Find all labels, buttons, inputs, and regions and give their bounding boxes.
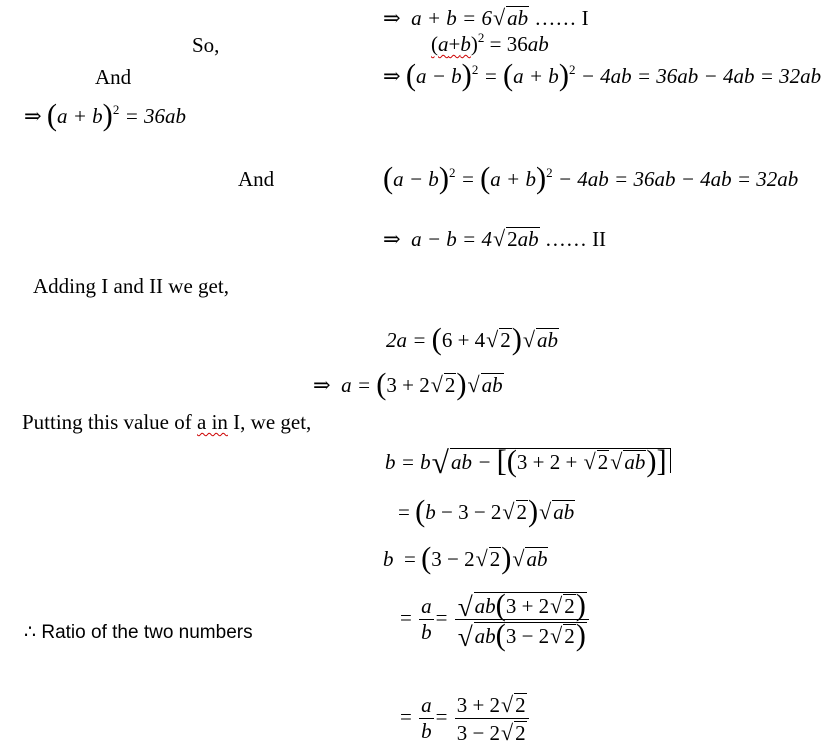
equation-9: = $\frac{a}{b}$ = $\frac{3 + 2√2}{3 - 2√2}$ <box>400 693 531 744</box>
ratio-label: ∴ Ratio of the two numbers <box>24 622 253 643</box>
so-label: So, <box>192 33 220 57</box>
equation-5: b = b√ab − [(3 + 2 + √2√ab)] <box>385 448 671 473</box>
so-equation: $(a+b)^2 = 36ab$ <box>431 30 549 56</box>
equation-6: = (b − 3 − 2√2)√ab <box>398 494 575 528</box>
roman-label-II: II <box>592 227 607 251</box>
adding-text: Adding I and II we get, <box>33 274 229 298</box>
roman-label-I: I <box>581 6 589 30</box>
equation-1: ⇒ a + b = 6√ab …… I <box>383 5 589 30</box>
equation-4: ⇒ a = (3 + 2√2)√ab <box>313 367 503 401</box>
left-equation: ⇒ $(a + b)^2 = 36ab$ <box>24 98 186 132</box>
equation-8: = $\frac{a}{b}$ = $\frac{√ab(3 + 2√2)}{√ab(3 - 2√2)}$ <box>400 592 591 647</box>
and-label-1: And <box>95 65 132 89</box>
equation-7: b = (3 − 2√2)√ab <box>383 541 548 575</box>
equation-3: 2a = (6 + 4√2)√ab <box>386 322 559 356</box>
and-equation-2: $(a - b)^2 = (a + b)^2 - 4ab = 36ab - 4ab = 32ab$ <box>383 161 799 195</box>
and-equation-1: ⇒ $(a - b)^2 = (a + b)^2 - 4ab = 36ab - 4ab = 32ab$ <box>383 58 822 92</box>
putting-text: Putting this value of a in I, we get, <box>22 410 312 434</box>
and-label-2: And <box>238 167 275 191</box>
equation-2: ⇒ a − b = 4√2ab …… II <box>383 226 607 251</box>
